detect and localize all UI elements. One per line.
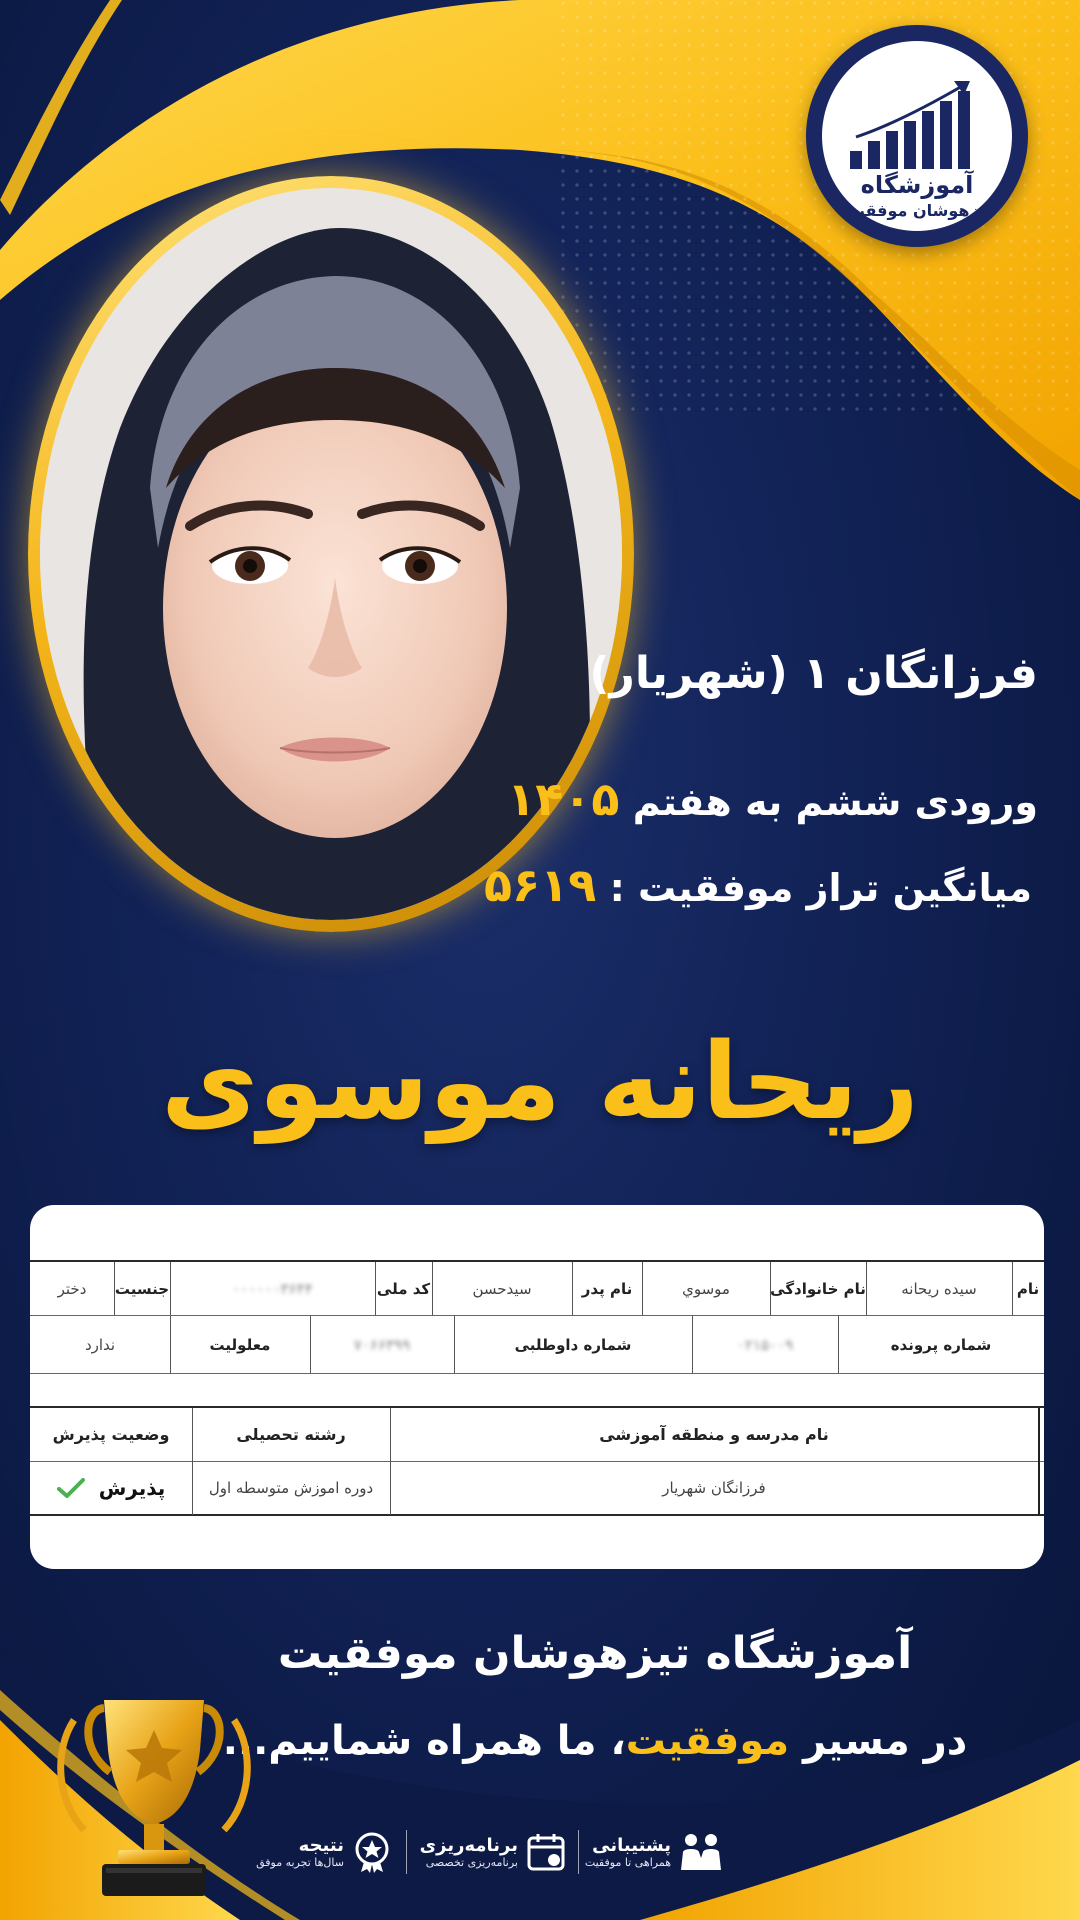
logo-title: آموزشگاه [860, 171, 974, 199]
gender-value: دختر [57, 1279, 87, 1298]
file-number-value: ۰۲۱۵۰۰۹ [736, 1335, 794, 1354]
checkmark-icon [57, 1477, 85, 1499]
school-value: فرزانگان شهریار [662, 1479, 766, 1497]
major-column-header: رشته تحصیلی [236, 1425, 346, 1444]
slogan-part-1: در مسیر [789, 1718, 968, 1764]
rising-bar-chart-icon [846, 77, 988, 173]
institute-logo [806, 25, 1028, 247]
student-name: ریحانه موسوی [161, 1020, 919, 1143]
entry-text: ورودی ششم به هفتم [632, 780, 1038, 824]
national-id-label: کد ملی [376, 1279, 431, 1298]
last-name-label: نام خانوادگی [770, 1279, 866, 1298]
applicant-number-value: ۷۰۶۶۳۹۹ [353, 1335, 411, 1354]
first-name-label: نام [1016, 1279, 1040, 1298]
feature-result [256, 1822, 392, 1882]
medal-icon [352, 1831, 392, 1873]
trophy-icon [44, 1680, 264, 1905]
applicant-number-label: شماره داوطلبی [514, 1335, 632, 1354]
file-number-label: شماره پرونده [890, 1335, 992, 1354]
feature-separator [406, 1830, 407, 1874]
slogan-highlight: موفقیت [625, 1718, 790, 1764]
footer-title: آموزشگاه تیزهوشان موفقیت [277, 1628, 913, 1679]
national-id-value: ۰۰۰۰۰۰۳۶۴۴ [232, 1279, 313, 1298]
slogan-part-2: ، ما همراه شماییم... [222, 1718, 626, 1764]
disability-label: معلولیت [209, 1335, 271, 1354]
calendar-icon [526, 1832, 566, 1872]
feature-support [585, 1822, 723, 1882]
status-value: پذیرش [98, 1476, 166, 1500]
logo-subtitle: تیزهوشان موفقیت [842, 201, 992, 220]
gender-label: جنسیت [114, 1279, 170, 1298]
entry-year: ۱۴۰۵ [507, 772, 620, 826]
feature-result-title: نتیجه [298, 1835, 344, 1856]
average-score-label: میانگین تراز موفقیت : [609, 866, 1032, 910]
father-name-label: نام پدر [581, 1279, 633, 1298]
admission-record-card [30, 1205, 1044, 1569]
feature-planning-title: برنامه‌ریزی [419, 1835, 518, 1856]
people-support-icon [679, 1832, 723, 1872]
first-name-value: سیده ریحانه [901, 1279, 977, 1298]
father-name-value: سیدحسن [472, 1279, 532, 1298]
feature-support-title: پشتیبانی [592, 1835, 671, 1856]
feature-separator [578, 1830, 579, 1874]
school-info: فرزانگان ۱ (شهریار) [589, 648, 1038, 699]
table-line [30, 1373, 1044, 1374]
disability-value: ندارد [84, 1335, 116, 1354]
school-column-header: نام مدرسه و منطقه آموزشی [599, 1425, 829, 1444]
average-score-info [484, 858, 1032, 912]
last-name-value: موسوي [682, 1279, 730, 1298]
feature-result-subtitle: سال‌ها تجربه موفق [256, 1856, 344, 1869]
table-line [30, 1514, 1044, 1516]
feature-planning-subtitle: برنامه‌ریزی تخصصی [425, 1856, 518, 1869]
status-column-header: وضعیت پذیرش [52, 1425, 170, 1444]
status-cell [30, 1462, 192, 1514]
major-value: دوره اموزش متوسطه اول [208, 1479, 374, 1497]
entry-info [507, 772, 1038, 826]
feature-planning [420, 1822, 566, 1882]
average-score-value: ۵۶۱۹ [484, 858, 597, 912]
feature-support-subtitle: همراهی تا موفقیت [584, 1856, 671, 1869]
